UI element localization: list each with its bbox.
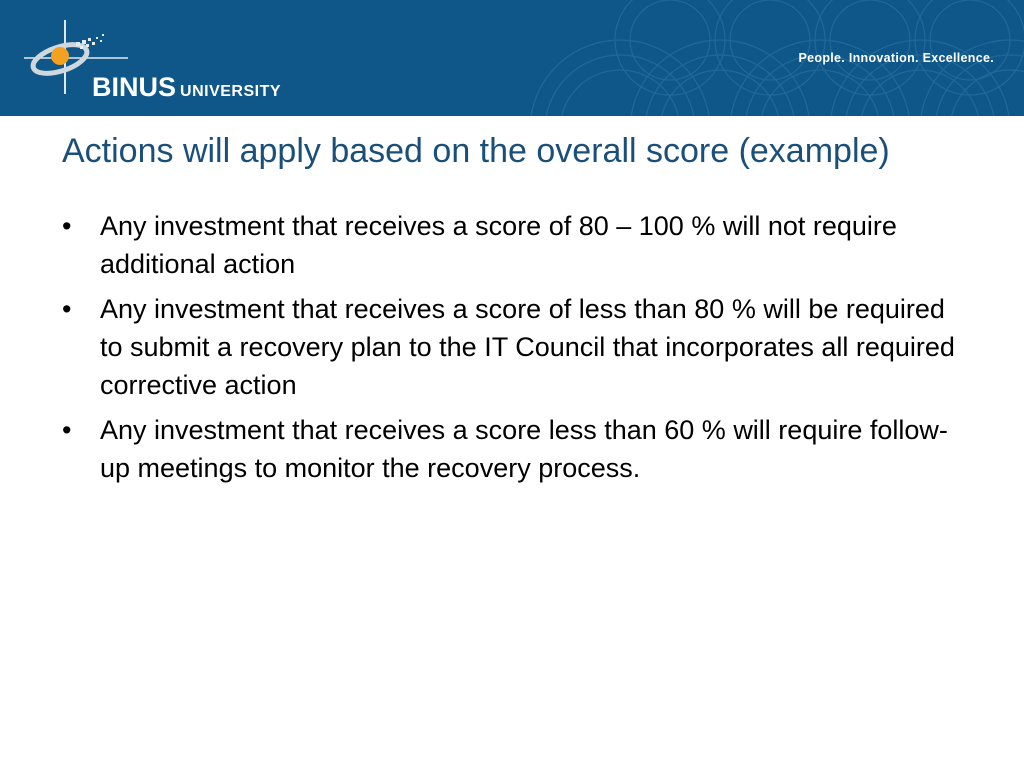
bullet-text: Any investment that receives a score of less than 80 % will be required to submit a recovery plan to the IT Council that incorporates all required corrective action [100, 294, 955, 400]
bullet-list [62, 207, 962, 494]
logo-brand: BINUS [92, 72, 177, 102]
bullet-glyph: • [62, 415, 72, 445]
bullet-glyph: • [62, 294, 72, 324]
logo-wordmark [92, 74, 281, 101]
bullet-item [62, 290, 962, 404]
bullet-item [62, 207, 962, 283]
bullet-item [62, 411, 962, 487]
binus-logo [20, 14, 320, 104]
bullet-text: Any investment that receives a score of 80 – 100 % will not require additional action [100, 211, 897, 279]
logo-suffix: UNIVERSITY [180, 83, 282, 100]
header-banner [0, 0, 1024, 116]
bullet-text: Any investment that receives a score less than 60 % will require follow-up meetings to monitor the recovery process. [100, 415, 948, 483]
bullet-glyph: • [62, 211, 72, 241]
tagline: People. Innovation. Excellence. [798, 51, 994, 65]
slide-title: Actions will apply based on the overall score (example) [62, 132, 890, 170]
